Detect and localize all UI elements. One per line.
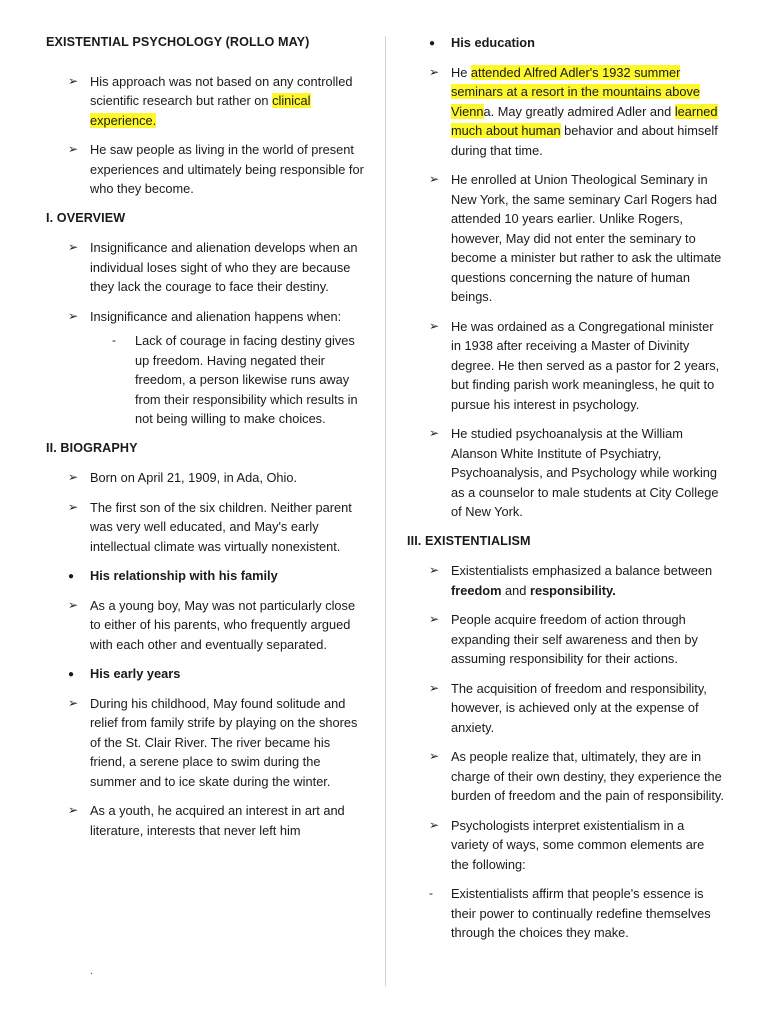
section-heading-existentialism: III. EXISTENTIALISM (407, 533, 531, 548)
item-text: As a young boy, May was not particularly close to either of his parents, who frequently argued with each other and eventually separated. (90, 597, 356, 652)
left-column (46, 33, 364, 840)
item-text: He enrolled at Union Theological Seminary in New York, the same seminary Carl Rogers had attended 10 years earlier. Unlike Rogers, however, May did not enter the seminary to become a minister but rather to ask the ultimate questions concerning the nature of human beings. (451, 172, 722, 304)
item-text: Existentialists affirm that people's essence is their power to continually redefine themselves through the choices they make. (451, 886, 711, 940)
list-item (407, 561, 725, 600)
document-title: EXISTENTIAL PSYCHOLOGY (ROLLO MAY) (46, 35, 310, 49)
item-text: Existentialists emphasized a balance between (451, 563, 713, 578)
item-text: and (501, 582, 530, 598)
item-text: Born on April 21, 1909, in Ada, Ohio. (90, 470, 298, 485)
round-bullet-icon: ● (68, 571, 75, 582)
item-text: As people realize that, ultimately, they are in charge of their own destiny, they experience the burden of freedom and the pain of responsibility. (451, 749, 724, 803)
highlighted-text: clinical experience. (90, 93, 311, 128)
list-item (407, 610, 725, 669)
arrow-bullet-icon: ➢ (68, 803, 79, 817)
item-text: During his childhood, May found solitude and relief from family strife by playing on the shores of the St. Clair River. The river became his friend, a serene place to swim during the summer and to ice skate during the winter. (90, 695, 358, 789)
stray-mark: . (90, 966, 93, 977)
arrow-bullet-icon: ➢ (429, 680, 440, 695)
item-text: He was ordained as a Congregational minister in 1938 after receiving a Master of Divinity degree. He then served as a pastor for 2 years, but finding parish work meaningless, he quit to pursue his interest in psychology. (451, 318, 720, 412)
item-text: Psychologists interpret existentialism in a variety of ways, some common elements are the following: (451, 817, 705, 872)
section-heading-biography: II. BIOGRAPHY (46, 440, 138, 455)
list-item (407, 170, 725, 307)
arrow-bullet-icon: ➢ (429, 563, 440, 577)
dash-bullet-icon: - (112, 333, 116, 347)
arrow-bullet-icon: ➢ (68, 308, 79, 323)
item-text: His approach was not based on any controlled scientific research but rather on (90, 73, 353, 108)
list-item (46, 140, 364, 199)
bold-text: responsibility. (529, 582, 616, 598)
subheading-early-years (46, 664, 364, 684)
list-item (407, 317, 725, 415)
item-text: His relationship with his family (90, 568, 278, 583)
item-text: Lack of courage in facing destiny gives up freedom. Having negated their freedom, a person likewise runs away from their responsibility which results in not being willing to make choices. (135, 333, 358, 426)
bold-text: freedom (451, 582, 502, 598)
list-item (407, 63, 725, 161)
subheading-education (407, 33, 725, 53)
dash-bullet-icon: - (429, 886, 433, 900)
arrow-bullet-icon: ➢ (429, 64, 440, 79)
arrow-bullet-icon: ➢ (68, 597, 79, 612)
section-heading-overview: I. OVERVIEW (46, 210, 126, 225)
list-item (407, 424, 725, 522)
list-item (46, 238, 364, 297)
list-item (46, 72, 364, 131)
arrow-bullet-icon: ➢ (429, 172, 440, 186)
item-text: a. May greatly admired Adler and (483, 103, 675, 119)
list-item (46, 694, 364, 792)
arrow-bullet-icon: ➢ (68, 695, 79, 710)
sub-list-item (407, 884, 725, 943)
arrow-bullet-icon: ➢ (68, 470, 79, 484)
list-item (407, 679, 725, 738)
list-item (46, 307, 364, 327)
item-text: He studied psychoanalysis at the William Alanson White Institute of Psychiatry, Psychoanalysis, and Psychology while working as a counselor to male students at City College of New York. (451, 426, 719, 519)
arrow-bullet-icon: ➢ (429, 749, 440, 763)
item-text: People acquire freedom of action through expanding their self awareness and then by assuming responsibility for their actions. (451, 612, 698, 666)
list-item (46, 498, 364, 557)
item-text: The acquisition of freedom and responsibility, however, is achieved only at the expense of anxiety. (451, 680, 707, 735)
item-text: Insignificance and alienation develops when an individual loses sight of who they are because they lack the courage to face their destiny. (90, 240, 358, 294)
arrow-bullet-icon: ➢ (429, 318, 440, 333)
arrow-bullet-icon: ➢ (429, 426, 440, 440)
round-bullet-icon: ● (68, 669, 75, 680)
list-item (46, 596, 364, 655)
column-divider (385, 36, 386, 986)
item-text: His early years (90, 666, 181, 681)
arrow-bullet-icon: ➢ (68, 240, 79, 254)
round-bullet-icon: ● (429, 38, 436, 49)
item-text: His education (451, 35, 535, 50)
right-column (407, 33, 725, 943)
item-text: behavior and about himself during that time. (451, 123, 718, 158)
arrow-bullet-icon: ➢ (68, 499, 79, 514)
list-item (46, 801, 364, 840)
list-item (407, 816, 725, 875)
highlighted-text: attended Alfred Adler's 1932 summer seminars at a resort in the mountains above Vienn (451, 64, 700, 119)
list-item (407, 747, 725, 806)
subheading-family (46, 566, 364, 586)
item-text: Insignificance and alienation happens when: (90, 308, 342, 324)
item-text: He (451, 64, 471, 80)
highlighted-text: learned much about human (451, 103, 718, 138)
item-text: He saw people as living in the world of present experiences and ultimately being responsible for who they become. (90, 142, 364, 196)
item-text: As a youth, he acquired an interest in art and literature, interests that never left him (90, 803, 345, 838)
arrow-bullet-icon: ➢ (429, 817, 440, 832)
list-item (46, 468, 364, 488)
arrow-bullet-icon: ➢ (429, 612, 440, 626)
item-text: The first son of the six children. Neither parent was very well educated, and May's early intellectual climate was virtually nonexistent. (90, 499, 352, 554)
arrow-bullet-icon: ➢ (68, 142, 79, 156)
arrow-bullet-icon: ➢ (68, 73, 79, 88)
sub-list-item (46, 331, 364, 429)
